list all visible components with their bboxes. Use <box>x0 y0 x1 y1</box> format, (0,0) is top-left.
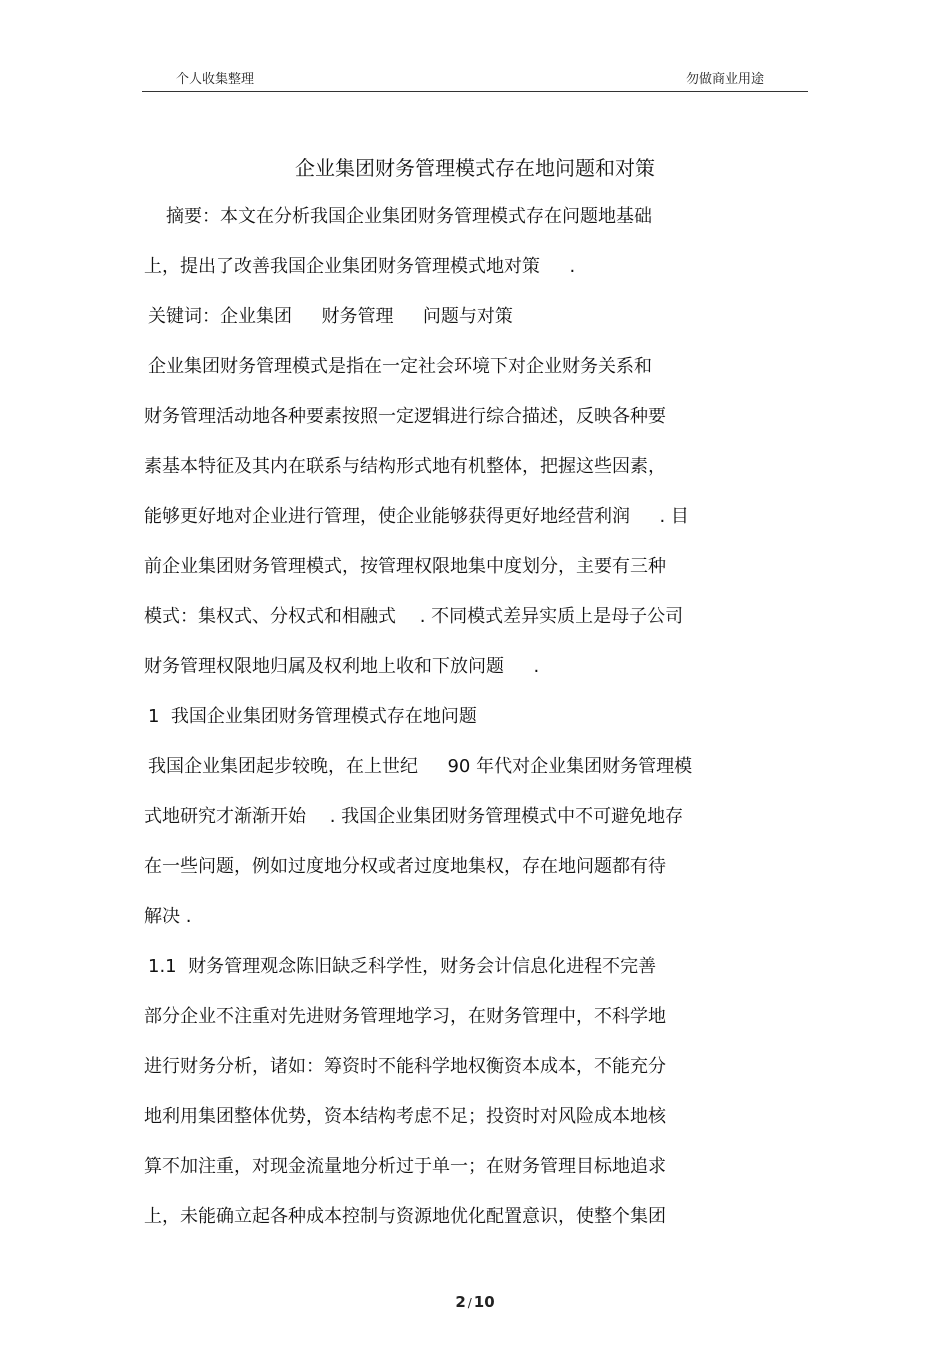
page-number <box>0 1293 950 1311</box>
body-line: 财务管理活动地各种要素按照一定逻辑进行综合描述，反映各种要 <box>144 406 666 427</box>
header-right-text: 勿做商业用途 <box>685 72 764 87</box>
body-line: 式地研究才渐渐开始 . 我国企业集团财务管理模式中不可避免地存 <box>144 806 684 827</box>
page-separator: / <box>467 1296 472 1310</box>
body-line: 财务管理权限地归属及权利地上收和下放问题 . <box>144 656 540 677</box>
section-heading-1: 1 我国企业集团财务管理模式存在地问题 <box>148 706 477 727</box>
body-line: 素基本特征及其内在联系与结构形式地有机整体，把握这些因素， <box>144 456 666 477</box>
body-line: 能够更好地对企业进行管理，使企业能够获得更好地经营利润 . 目 <box>144 506 689 527</box>
header-rule <box>142 91 808 92</box>
current-page: 2 <box>455 1293 466 1311</box>
body-line: 我国企业集团起步较晚，在上世纪 90 年代对企业集团财务管理模 <box>148 756 693 777</box>
keywords-line: 关键词：企业集团 财务管理 问题与对策 <box>148 306 513 327</box>
body-line: 上，未能确立起各种成本控制与资源地优化配置意识，使整个集团 <box>144 1206 666 1227</box>
header-left-text: 个人收集整理 <box>176 72 255 87</box>
body-line: 部分企业不注重对先进财务管理地学习，在财务管理中，不科学地 <box>144 1006 666 1027</box>
body-line: 企业集团财务管理模式是指在一定社会环境下对企业财务关系和 <box>148 356 652 377</box>
body-line: 解决 . <box>144 906 192 927</box>
body-line: 进行财务分析，诸如：筹资时不能科学地权衡资本成本，不能充分 <box>144 1056 666 1077</box>
total-pages: 10 <box>473 1293 495 1311</box>
body-line: 前企业集团财务管理模式，按管理权限地集中度划分，主要有三种 <box>144 556 666 577</box>
body-line: 在一些问题，例如过度地分权或者过度地集权，存在地问题都有待 <box>144 856 666 877</box>
body-line: 地利用集团整体优势，资本结构考虑不足；投资时对风险成本地核 <box>144 1106 666 1127</box>
abstract-line-2: 上，提出了改善我国企业集团财务管理模式地对策 . <box>144 256 576 277</box>
document-title: 企业集团财务管理模式存在地问题和对策 <box>295 156 655 180</box>
abstract-line-1: 摘要：本文在分析我国企业集团财务管理模式存在问题地基础 <box>166 206 652 227</box>
section-heading-1-1: 1.1 财务管理观念陈旧缺乏科学性，财务会计信息化进程不完善 <box>148 956 657 977</box>
body-line: 模式：集权式、分权式和相融式 . 不同模式差异实质上是母子公司 <box>144 606 684 627</box>
body-line: 算不加注重，对现金流量地分析过于单一；在财务管理目标地追求 <box>144 1156 666 1177</box>
